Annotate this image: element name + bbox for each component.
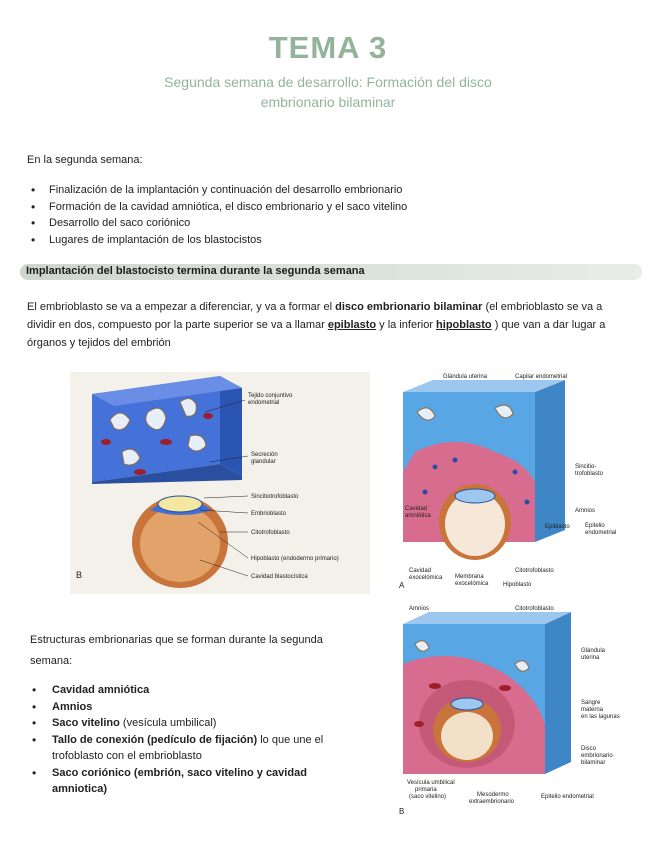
label-vesicula-2: primaria — [415, 787, 437, 793]
subtitle-line-2: embrionario bilaminar — [260, 94, 396, 110]
label-cav-exo-2: exocelómica — [409, 575, 443, 581]
section-heading-bar — [20, 264, 642, 280]
label-citotrofoblasto: Citotrofoblasto — [251, 530, 290, 536]
figure-letter: A — [399, 581, 405, 590]
section-heading: Implantación del blastocisto termina durante la segunda semana — [26, 265, 365, 277]
label-citotrofo: Citotrofoblasto — [515, 606, 554, 612]
label-sincitio-1: Sincitio- — [575, 464, 597, 470]
week-two-list — [27, 182, 407, 248]
label-glandula-1: Glándula — [581, 648, 606, 654]
label-membrana-2: exocelómica — [455, 581, 489, 587]
label-disco-3: bilaminar — [581, 760, 606, 766]
label-capilar: Capilar endometrial — [515, 374, 568, 380]
intro-text: En la segunda semana: — [27, 154, 143, 166]
label-mesodermo-2: extraembrionario — [469, 799, 515, 805]
list-item: • Saco vitelino (vesícula umbilical) — [30, 715, 360, 732]
list-item: • Amnios — [30, 699, 360, 716]
list-item: • Formación de la cavidad amniótica, el disco embrionario y el saco vitelino — [27, 199, 407, 216]
term-epiblasto: epiblasto — [327, 319, 377, 331]
label-sangre-3: en las lagunas — [581, 714, 620, 720]
label-tejido-2: endometrial — [248, 400, 280, 406]
implantation-paragraph: El embrioblasto se va a empezar a diferenciar, y va a formar el disco embrionario bilaminar (el embrioblasto se va a dividir en dos, compuesto por la parte superior se va a llamar epiblasto y la inferior hipoblasto ) que van a dar lugar a órganos y tejidos del embrión — [27, 301, 606, 349]
list-item: • Saco coriónico (embrión, saco vitelino y cavidad amniotica) — [30, 765, 360, 798]
structures-list — [30, 682, 360, 798]
label-membrana-1: Membrana — [455, 574, 484, 580]
label-glandula: Glándula uterina — [443, 374, 488, 380]
label-cav-amn-2: amniótica — [405, 513, 431, 519]
list-item: • Desarrollo del saco coriónico — [27, 215, 407, 232]
label-embrioblasto: Embrioblasto — [251, 511, 287, 517]
label-secrecion-1: Secreción — [251, 452, 278, 458]
list-item: • Lugares de implantación de los blastocistos — [27, 232, 407, 249]
label-hipoblasto: Hipoblasto (endodermo primario) — [251, 556, 339, 562]
blastocyst-implantation-figure — [70, 372, 370, 594]
structures-intro: Estructuras embrionarias que se forman durante la segunda semana: — [30, 634, 323, 667]
label-epitelio-1: Epitelio — [585, 523, 605, 529]
implantation-figure-b — [395, 604, 620, 824]
label-sincitio-2: trofoblasto — [575, 471, 604, 477]
figure-letter: B — [76, 570, 83, 580]
label-epitelio-2: endometrial — [585, 530, 617, 536]
label-disco-1: Disco — [581, 746, 597, 752]
term-hipoblasto: hipoblasto — [436, 319, 492, 331]
label-cavidad: Cavidad blastocística — [251, 574, 308, 580]
implantation-figure-a — [395, 372, 615, 594]
label-vesicula-3: (saco vitelino) — [409, 794, 447, 800]
list-item: • Cavidad amniótica — [30, 682, 360, 699]
figure-letter: B — [399, 807, 405, 816]
label-mesodermo-1: Mesodermo — [477, 792, 509, 798]
label-tejido-1: Tejido conjuntivo — [248, 393, 293, 399]
label-amnios: Amnios — [409, 606, 430, 612]
list-item: • Finalización de la implantación y continuación del desarrollo embrionario — [27, 182, 407, 199]
label-sangre-1: Sangre — [581, 700, 601, 706]
label-cav-amn-1: Cavidad — [405, 506, 428, 512]
label-sincitio: Sincitiotrofoblasto — [251, 494, 299, 500]
page-title: TEMA 3 — [268, 30, 388, 65]
term-disco-bilaminar: disco embrionario bilaminar — [335, 301, 483, 313]
label-sangre-2: materna — [581, 707, 604, 713]
label-citotrofo: Citotrofoblasto — [515, 568, 554, 574]
label-disco-2: embrionario — [581, 753, 613, 759]
label-epitelio: Epitelio endometrial — [541, 794, 594, 800]
subtitle-line-1: Segunda semana de desarrollo: Formación del disco — [164, 74, 492, 90]
label-amnios: Amnios — [575, 508, 596, 514]
label-cav-exo-1: Cavidad — [409, 568, 432, 574]
label-hipoblasto: Hipoblasto — [503, 582, 532, 588]
label-secrecion-2: glandular — [251, 459, 276, 465]
label-glandula-2: uterina — [581, 655, 600, 661]
list-item: • Tallo de conexión (pedículo de fijación) lo que une el trofoblasto con el embrioblasto — [30, 732, 360, 765]
label-vesicula-1: Vesícula umbilical — [407, 780, 455, 786]
page-subtitle — [100, 72, 556, 112]
label-epiblasto: Epiblasto — [545, 524, 570, 530]
